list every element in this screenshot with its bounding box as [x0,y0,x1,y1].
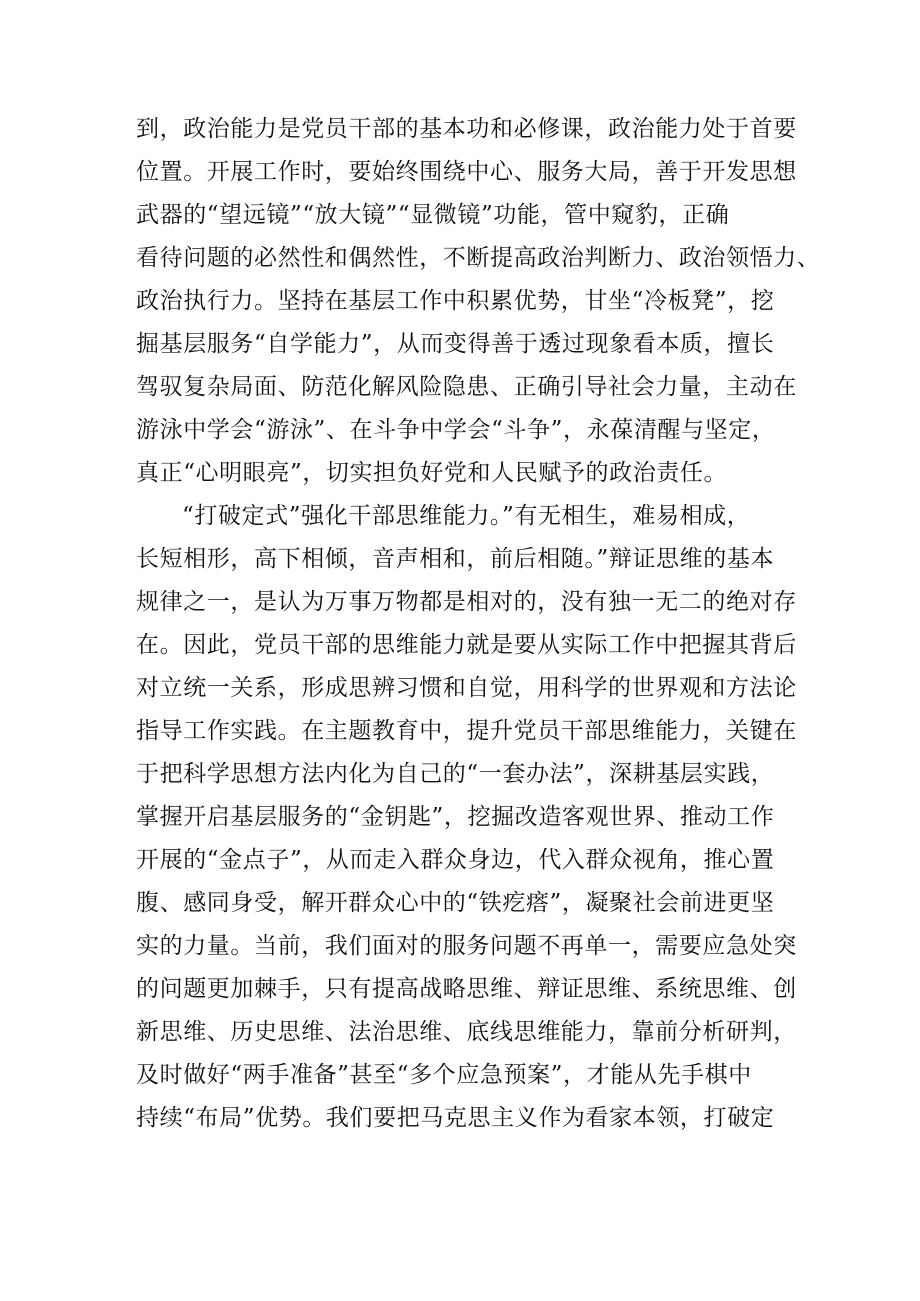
text-line: 驾驭复杂局面、防范化解风险隐患、正确引导社会力量，主动在 [136,374,797,400]
document-body [136,108,821,1140]
text-line: 的问题更加棘手，只有提高战略思维、辩证思维、系统思维、创 [136,976,797,1002]
text-line: 游泳中学会“游泳”、在斗争中学会“斗争”，永葆清醒与坚定， [136,417,776,443]
text-line: 规律之一，是认为万事万物都是相对的，没有独一无二的绝对存 [136,589,797,615]
text-line: “打破定式”强化干部思维能力。”有无相生，难易相成， [182,503,751,529]
text-line: 及时做好“两手准备”甚至“多个应急预案”，才能从先手棋中 [136,1062,752,1088]
text-line: 掌握开启基层服务的“金钥匙”，挖掘改造客观世界、推动工作 [136,804,775,830]
text-line: 位置。开展工作时，要始终围绕中心、服务大局，善于开发思想 [136,159,797,185]
paragraph-2 [136,495,796,1140]
paragraph-1 [136,108,821,495]
text-line: 实的力量。当前，我们面对的服务问题不再单一，需要应急处突 [136,933,797,959]
text-line: 掘基层服务“自学能力”，从而变得善于透过现象看本质，擅长 [136,331,775,357]
text-line: 长短相形，高下相倾，音声相和，前后相随。”辩证思维的基本 [136,546,775,572]
text-line: 政治执行力。坚持在基层工作中积累优势，甘坐“冷板凳”，挖 [136,288,775,314]
text-line: 开展的“金点子”，从而走入群众身边，代入群众视角，推心置 [136,847,775,873]
text-line: 于把科学思想方法内化为自己的“一套办法”，深耕基层实践， [136,761,775,787]
text-line: 指导工作实践。在主题教育中，提升党员干部思维能力，关键在 [136,718,797,744]
text-line: 到，政治能力是党员干部的基本功和必修课，政治能力处于首要 [136,116,797,142]
text-line: 真正“心明眼亮”，切实担负好党和人民赋予的政治责任。 [136,460,728,486]
text-line: 武器的“望远镜”“放大镜”“显微镜”功能，管中窥豹，正确 [136,202,730,228]
text-line: 在。因此，党员干部的思维能力就是要从实际工作中把握其背后 [136,632,797,658]
text-line: 看待问题的必然性和偶然性，不断提高政治判断力、政治领悟力、 [136,245,821,271]
text-line: 新思维、历史思维、法治思维、底线思维能力，靠前分析研判， [136,1019,797,1045]
text-line: 腹、感同身受，解开群众心中的“铁疙瘩”，凝聚社会前进更坚 [136,890,775,916]
text-line: 对立统一关系，形成思辨习惯和自觉，用科学的世界观和方法论 [136,675,797,701]
text-line: 持续“布局”优势。我们要把马克思主义作为看家本领，打破定 [136,1105,775,1131]
